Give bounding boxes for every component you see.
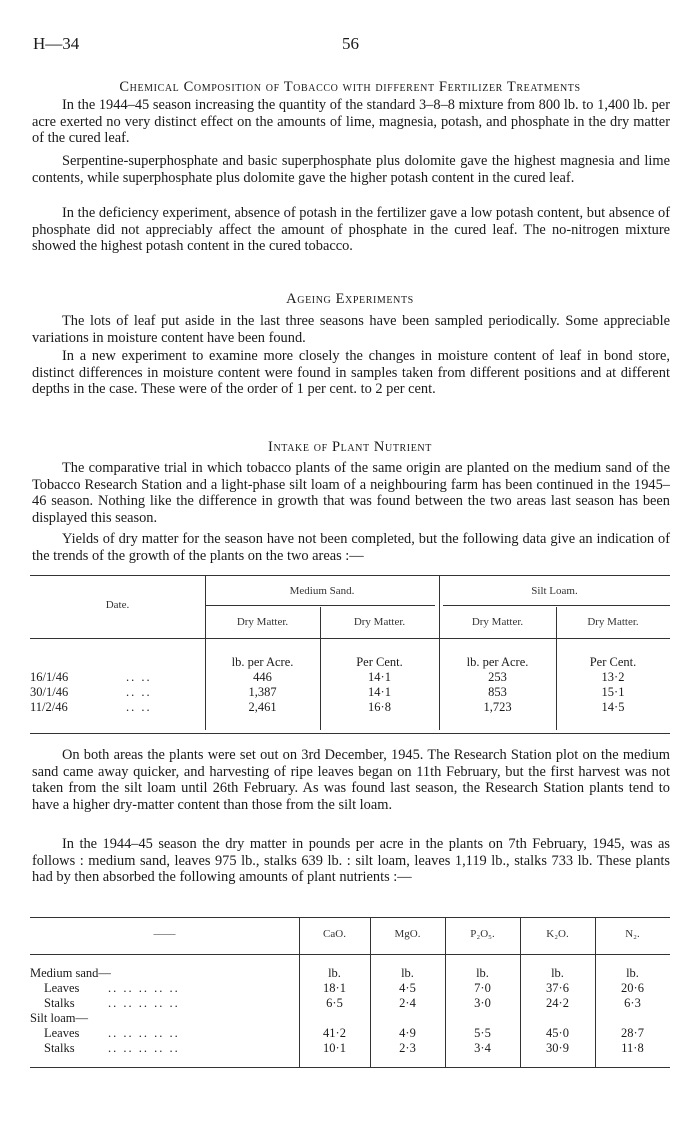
table-cell: 11·8 [621,1041,644,1055]
leader-dots: .. .. [126,685,152,699]
leader-dots: .. .. [126,700,152,714]
table-cell: 41·2 [323,1026,346,1040]
table-cell: 4·5 [399,981,416,995]
leader-dots: .. .. .. .. .. [108,1041,180,1055]
group-label-silt-loam: Silt loam— [30,1011,88,1025]
table-cell: 4·9 [399,1026,416,1040]
sub-header-dry-matter: Dry Matter. [587,616,639,628]
table-cell: 45·0 [546,1026,569,1040]
table-cell: 2·3 [399,1041,416,1055]
table-cell: 14·5 [601,700,625,714]
column-header-p2o5: P₂O₅. [470,928,495,940]
paragraph: On both areas the plants were set out on 3rd December, 1945. The Research Station plot on the medium sand came away quicker, and harvesting of ripe leaves began on 11th February, but the first harvest was not taken from the silt loam until 26th February. As was found last season, the Research Station plants tend to have a higher dry-matter content than those from the silt loam. [32,747,670,813]
table-cell: 14·1 [368,685,391,699]
row-label-stalks: Stalks [44,1041,75,1055]
sub-header-dry-matter: Dry Matter. [471,616,524,628]
section-title-chemical-composition: Chemical Composition of Tobacco with different Fertilizer Treatments [119,79,581,95]
page-number: 56 [342,34,359,53]
paragraph: In the 1944–45 season the dry matter in pounds per acre in the plants on 7th February, 1945, was as follows : medium sand, leaves 975 lb., stalks 639 lb. : silt loam, leaves 1,119 lb., stalks 733 lb. These plants had by then absorbed the following amounts of plant nutrients :— [32,836,670,886]
table-cell: 20·6 [621,981,644,995]
sub-header-dry-matter: Dry Matter. [236,616,289,628]
row-label-leaves: Leaves [44,981,80,995]
column-header-silt-loam: Silt Loam. [531,585,578,597]
paragraph: The comparative trial in which tobacco plants of the same origin are planted on the medium sand of the Tobacco Research Station and a light-phase silt loam of a neighbouring farm has been continued in the 1945–46 season. Nothing like the difference in growth that was found between the two areas last season has been displayed this season. [32,460,670,526]
table-cell: 5·5 [474,1026,491,1040]
blank-header-dash: —— [153,928,176,940]
table-cell: 37·6 [546,981,569,995]
table-cell: 16·8 [368,700,391,714]
row-date: 11/2/46 [30,700,68,714]
paragraph: In the 1944–45 season increasing the quantity of the standard 3–8–8 mixture from 800 lb. to 1,400 lb. per acre exerted no very distinct effect on the amounts of lime, magnesia, potash, and phosphate in the dry matter of the cured leaf. [32,97,670,147]
dry-matter-table [30,575,670,735]
section-title-intake-plant-nutrient: Intake of Plant Nutrient [268,439,432,455]
unit-label: Per Cent. [589,655,637,669]
column-header-date: Date. [105,599,130,611]
table-cell: 15·1 [601,685,625,699]
table-cell: 1,723 [483,700,512,714]
table-cell: 18·1 [323,981,346,995]
table-cell: 253 [488,670,507,684]
row-date: 30/1/46 [30,685,69,699]
table-cell: 14·1 [368,670,391,684]
unit-label: lb. [401,966,414,980]
table-cell: 446 [253,670,272,684]
column-header-mgo: MgO. [394,928,421,940]
paragraph: In a new experiment to examine more closely the changes in moisture content of leaf in bond store, distinct differences in moisture content were found in samples taken from different positions and at different depths in the case. These were of the order of 1 per cent. to 2 per cent. [32,348,670,398]
row-label-leaves: Leaves [44,1026,80,1040]
unit-label: lb. [626,966,639,980]
table-cell: 24·2 [546,996,569,1010]
table-cell: 3·0 [474,996,491,1010]
plant-nutrients-table [30,917,670,1072]
table-cell: 2,461 [248,700,277,714]
table-cell: 13·2 [601,670,625,684]
table-cell: 10·1 [323,1041,346,1055]
sub-header-dry-matter: Dry Matter. [353,616,406,628]
unit-label: Per Cent. [356,655,403,669]
paragraph: In the deficiency experiment, absence of potash in the fertilizer gave a low potash content, but absence of phosphate did not appreciably affect the amount of phosphate in the cured leaf. The no-nitrogen mixture showed the highest potash content in the cured tobacco. [32,205,670,255]
column-header-n2: N₂. [625,928,640,940]
unit-label: lb. per Acre. [466,655,529,669]
document-reference: H—34 [33,34,80,53]
section-title-ageing-experiments: Ageing Experiments [286,291,414,307]
leader-dots: .. .. [126,670,152,684]
table-cell: 853 [488,685,507,699]
table-cell: 28·7 [621,1026,644,1040]
leader-dots: .. .. .. .. .. [108,981,180,995]
table-cell: 7·0 [474,981,491,995]
row-date: 16/1/46 [30,670,69,684]
unit-label: lb. [328,966,341,980]
table-cell: 6·5 [326,996,343,1010]
table-cell: 1,387 [248,685,277,699]
leader-dots: .. .. .. .. .. [108,996,180,1010]
table-cell: 30·9 [546,1041,569,1055]
column-header-medium-sand: Medium Sand. [289,585,355,597]
table-cell: 3·4 [474,1041,491,1055]
unit-label: lb. [551,966,564,980]
paragraph: Yields of dry matter for the season have not been completed, but the following data give an indication of the trends of the growth of the plants on the two areas :— [32,531,670,564]
table-cell: 2·4 [399,996,416,1010]
column-header-cao: CaO. [323,928,346,940]
unit-label: lb. [476,966,489,980]
leader-dots: .. .. .. .. .. [108,1026,180,1040]
row-label-stalks: Stalks [44,996,75,1010]
paragraph: Serpentine-superphosphate and basic superphosphate plus dolomite gave the highest magnesia and lime contents, while superphosphate plus dolomite gave the higher potash content in the cured leaf. [32,153,670,186]
unit-label: lb. per Acre. [231,655,294,669]
column-header-k2o: K₂O. [546,928,569,940]
paragraph: The lots of leaf put aside in the last three seasons have been sampled periodically. Some appreciable variations in moisture content have been found. [32,313,670,346]
table-cell: 6·3 [624,996,641,1010]
group-label-medium-sand: Medium sand— [30,966,111,980]
